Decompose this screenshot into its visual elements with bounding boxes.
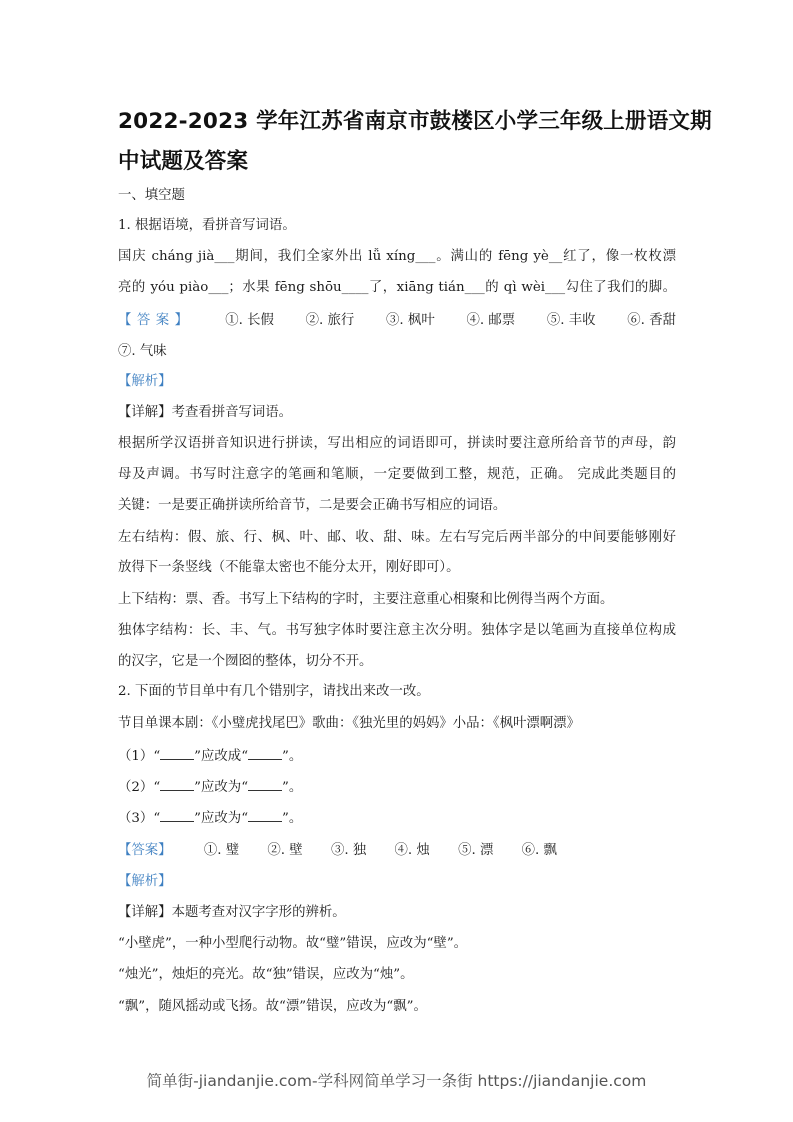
answer-blank <box>160 778 194 791</box>
answer-blank <box>160 747 194 760</box>
quote-close: ”。 <box>282 811 303 826</box>
answer-label: 【答案】 <box>118 313 194 328</box>
q2-fill-item <box>118 809 302 828</box>
answer-label: 【答案】 <box>118 843 172 858</box>
answer-item: ⑤. 漂 <box>458 843 494 858</box>
answer-item: ①. 璧 <box>203 843 240 858</box>
q2-detail <box>118 904 346 922</box>
q2-program: 节目单课本剧：《小璧虎找尾巴》歌曲：《独光里的妈妈》小品：《枫叶漂啊漂》 <box>118 716 580 731</box>
answer-item: ①. 长假 <box>225 313 274 328</box>
q2-explanation: “小壁虎”，一种小型爬行动物。故“璧”错误，应改为“壁”。 <box>118 936 468 951</box>
q1-paragraph: 独体字结构：长、丰、气。书写独字体时要注意主次分明。独体字是以笔画为直接单位构成 <box>118 623 676 638</box>
item-number: （2） <box>118 780 154 795</box>
detail-intro: 本题考查对汉字字形的辨析。 <box>171 905 346 920</box>
q2-explanation: “飘”，随风摇动或飞扬。故“漂”错误，应改为“飘”。 <box>118 999 427 1014</box>
answer-blank <box>248 778 282 791</box>
quote-open: “ <box>153 780 161 795</box>
answer-item: ⑤. 丰收 <box>546 313 596 328</box>
document-title-line-2: 中试题及答案 <box>118 149 249 174</box>
answer-item: ②. 旅行 <box>305 313 355 328</box>
answer-blank <box>248 809 282 822</box>
analysis-label: 【解析】 <box>118 374 172 389</box>
q1-prompt: 1. 根据语境，看拼音写词语。 <box>118 218 296 233</box>
answer-item: ⑦. 气味 <box>118 344 167 359</box>
q1-paragraph: 关键：一是要正确拼读所给音节，二是要会正确书写相应的词语。 <box>118 498 507 513</box>
q1-detail <box>118 404 292 422</box>
fill-connector: ”应改为“ <box>194 780 249 795</box>
fill-connector: ”应改为“ <box>194 811 249 826</box>
item-number: （1） <box>118 749 154 764</box>
q2-fill-item <box>118 747 302 766</box>
quote-open: “ <box>153 749 161 764</box>
q2-fill-item <box>118 778 302 797</box>
quote-close: ”。 <box>282 749 303 764</box>
quote-open: “ <box>153 811 161 826</box>
answer-item: ④. 烛 <box>394 843 430 858</box>
q1-paragraph: 上下结构：票、香。书写上下结构的字时，主要注意重心相聚和比例得当两个方面。 <box>118 592 614 607</box>
answer-item: ③. 枫叶 <box>386 313 435 328</box>
document-title-line-1: 2022-2023 学年江苏省南京市鼓楼区小学三年级上册语文期 <box>118 109 712 134</box>
q2-explanation: “烛光”，烛炬的亮光。故“独”错误，应改为“烛”。 <box>118 967 414 982</box>
answer-blank <box>248 747 282 760</box>
q1-paragraph: 放得下一条竖线（不能靠太密也不能分太开，刚好即可）。 <box>118 560 460 575</box>
q1-text-line-2: 亮的 yóu piào___；水果 fēng shōu____了，xiāng tián___的 qì wèi___勾住了我们的脚。 <box>118 280 676 295</box>
q2-answer-row <box>118 842 557 860</box>
detail-label: 【详解】 <box>118 905 172 920</box>
answer-item: ②. 壁 <box>267 843 303 858</box>
item-number: （3） <box>118 811 154 826</box>
answer-item: ③. 独 <box>330 843 367 858</box>
q1-paragraph: 根据所学汉语拼音知识进行拼读，写出相应的词语即可，拼读时要注意所给音节的声母，韵 <box>118 436 676 451</box>
q1-paragraph: 左右结构：假、旅、行、枫、叶、邮、收、甜、味。左右写完后两半部分的中间要能够刚好 <box>118 530 676 545</box>
q1-answer-row <box>118 312 676 330</box>
footer-watermark: 简单街-jiandanjie.com-学科网简单学习一条街 https://jiandanjie.com <box>146 1072 647 1090</box>
section-heading: 一、填空题 <box>118 188 185 203</box>
answer-blank <box>160 809 194 822</box>
q1-text-line-1: 国庆 cháng jià___期间，我们全家外出 lǚ xíng___。满山的 fēng yè__红了，像一枚枚漂 <box>118 249 676 264</box>
q1-paragraph: 的汉字，它是一个囫囵的整体，切分不开。 <box>118 654 373 669</box>
detail-label: 【详解】 <box>118 405 172 420</box>
detail-intro: 考查看拼音写词语。 <box>171 405 293 420</box>
answer-item: ④. 邮票 <box>466 313 516 328</box>
quote-close: ”。 <box>282 780 303 795</box>
answer-item: ⑥. 飘 <box>521 843 557 858</box>
q2-prompt: 2. 下面的节目单中有几个错别字，请找出来改一改。 <box>118 684 430 699</box>
q1-paragraph: 母及声调。书写时注意字的笔画和笔顺，一定要做到工整，规范，正确。 完成此类题目的 <box>118 467 676 482</box>
analysis-label: 【解析】 <box>118 874 172 889</box>
answer-item: ⑥. 香甜 <box>627 313 676 328</box>
fill-connector: ”应改成“ <box>194 749 249 764</box>
